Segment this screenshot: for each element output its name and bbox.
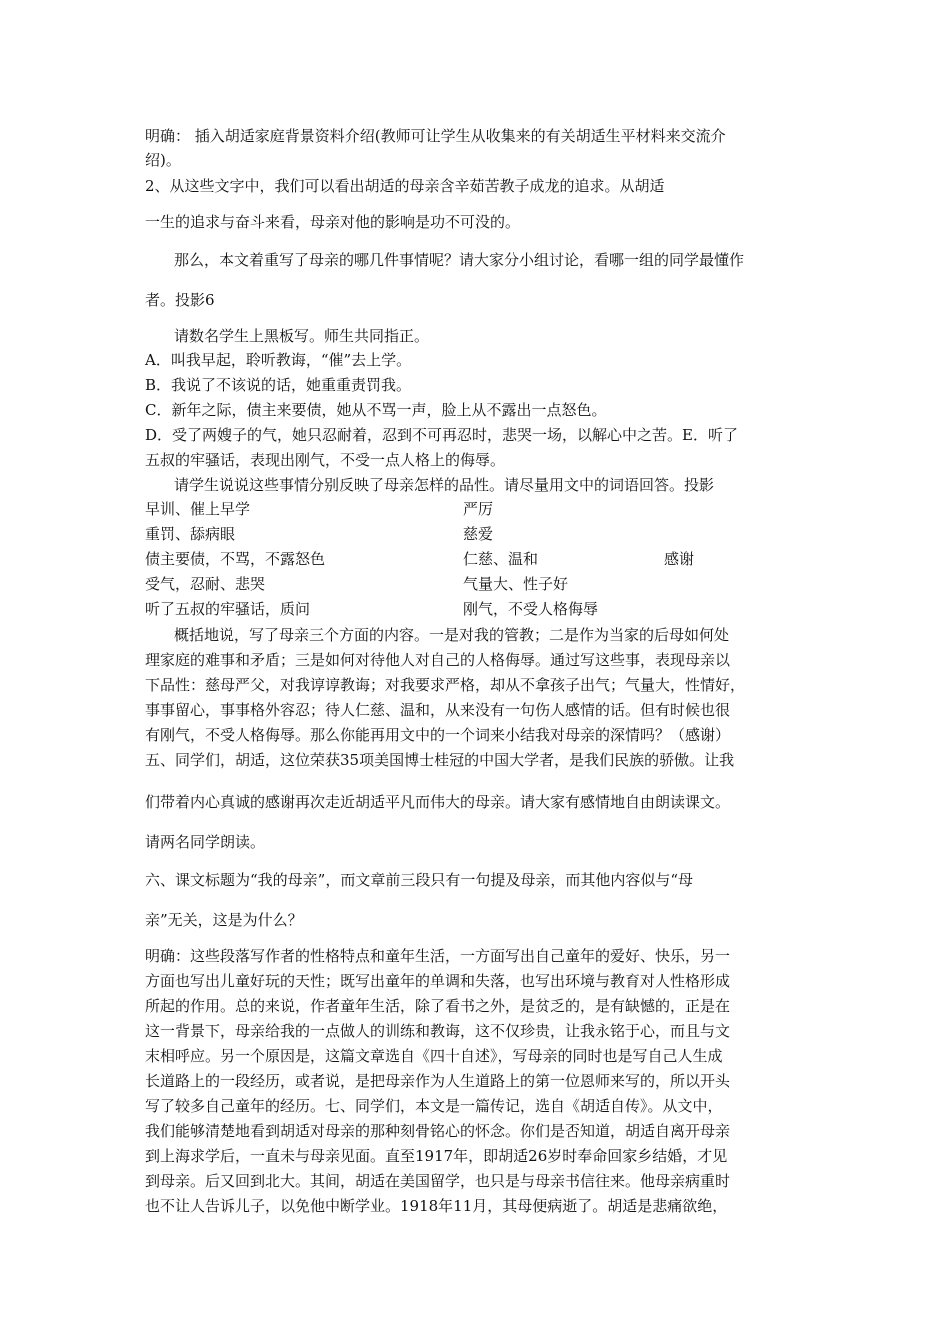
table-cell: 受气，忍耐、悲哭 bbox=[145, 575, 266, 593]
text-line: 一生的追求与奋斗来看，母亲对他的影响是功不可没的。 bbox=[145, 213, 521, 231]
table-cell: 仁慈、温和 bbox=[463, 550, 539, 568]
text-line: B．我说了不该说的话，她重重责罚我。 bbox=[145, 376, 412, 394]
text-line: 者。投影6 bbox=[145, 291, 215, 309]
text-line: 明确： 插入胡适家庭背景资料介绍(教师可让学生从收集来的有关胡适生平材料来交流介 bbox=[145, 127, 726, 145]
text-line: 我们能够清楚地看到胡适对母亲的那种刻骨铭心的怀念。你们是否知道，胡适自离开母亲 bbox=[145, 1122, 731, 1140]
table-cell: 感谢 bbox=[664, 550, 695, 568]
text-line: D．受了两嫂子的气，她只忍耐着，忍到不可再忍时，悲哭一场，以解心中之苦。E．听了 bbox=[145, 426, 738, 444]
text-line: 理家庭的难事和矛盾；三是如何对待他人对自己的人格侮辱。通过写这些事，表现母亲以 bbox=[145, 651, 731, 669]
table-cell: 重罚、舔病眼 bbox=[145, 525, 236, 543]
text-line: 到母亲。后又回到北大。其间，胡适在美国留学，也只是与母亲书信往来。他母亲病重时 bbox=[145, 1172, 731, 1190]
text-line: 请两名同学朗读。 bbox=[145, 833, 266, 851]
text-line: 明确：这些段落写作者的性格特点和童年生活，一方面写出自己童年的爱好、快乐，另一 bbox=[145, 947, 731, 965]
table-cell: 刚气，不受人格侮辱 bbox=[463, 600, 599, 618]
text-line: 亲”无关，这是为什么？ bbox=[145, 911, 303, 929]
text-line: 末相呼应。另一个原因是，这篇文章选自《四十自述》，写母亲的同时也是写自己人生成 bbox=[145, 1047, 723, 1065]
text-line: 五、同学们，胡适，这位荣获35项美国博士桂冠的中国大学者，是我们民族的骄傲。让我 bbox=[145, 751, 735, 769]
text-line: 请数名学生上黑板写。师生共同指正。 bbox=[174, 327, 430, 345]
text-line: 2、从这些文字中，我们可以看出胡适的母亲含辛茹苦教子成龙的追求。从胡适 bbox=[145, 177, 665, 195]
text-line: 们带着内心真诚的感谢再次走近胡适平凡而伟大的母亲。请大家有感情地自由朗读课文。 bbox=[145, 793, 731, 811]
table-cell: 气量大、性子好 bbox=[463, 575, 569, 593]
text-line: 概括地说，写了母亲三个方面的内容。一是对我的管教；二是作为当家的后母如何处 bbox=[174, 626, 730, 644]
text-line: 这一背景下，母亲给我的一点做人的训练和教诲，这不仅珍贵，让我永铭于心，而且与文 bbox=[145, 1022, 731, 1040]
table-cell: 债主要债，不骂，不露怒色 bbox=[145, 550, 326, 568]
table-cell: 听了五叔的牢骚话，质问 bbox=[145, 600, 311, 618]
text-line: 事事留心，事事格外容忍；待人仁慈、温和，从来没有一句伤人感情的话。但有时候也很 bbox=[145, 701, 731, 719]
text-line: A．叫我早起，聆听教诲，“催”去上学。 bbox=[145, 351, 412, 369]
text-line: 六、课文标题为“我的母亲”，而文章前三段只有一句提及母亲，而其他内容似与“母 bbox=[145, 871, 694, 889]
text-line: 所起的作用。总的来说，作者童年生活，除了看书之外，是贫乏的，是有缺憾的，正是在 bbox=[145, 997, 731, 1015]
table-cell: 严厉 bbox=[463, 500, 494, 518]
text-line: 五叔的牢骚话，表现出刚气，不受一点人格上的侮辱。 bbox=[145, 451, 506, 469]
text-line: 写了较多自己童年的经历。七、同学们，本文是一篇传记，选自《胡适自传》。从文中， bbox=[145, 1097, 723, 1115]
table-cell: 慈爱 bbox=[463, 525, 494, 543]
text-line: 有刚气，不受人格侮辱。那么你能再用文中的一个词来小结我对母亲的深情吗？（感谢） bbox=[145, 726, 731, 744]
text-line: 长道路上的一段经历，或者说，是把母亲作为人生道路上的第一位恩师来写的，所以开头 bbox=[145, 1072, 731, 1090]
text-line: 绍)。 bbox=[145, 151, 181, 169]
text-line: 方面也写出儿童好玩的天性；既写出童年的单调和失落，也写出环境与教育对人性格形成 bbox=[145, 972, 731, 990]
text-line: 下品性：慈母严父，对我谆谆教诲；对我要求严格，却从不拿孩子出气；气量大，性情好， bbox=[145, 676, 746, 694]
table-cell: 早训、催上早学 bbox=[145, 500, 251, 518]
text-line: 请学生说说这些事情分别反映了母亲怎样的品性。请尽量用文中的词语回答。投影 bbox=[174, 476, 715, 494]
text-line: 也不让人告诉儿子，以免他中断学业。1918年11月，其母便病逝了。胡适是悲痛欲绝， bbox=[145, 1197, 728, 1215]
text-line: C．新年之际，债主来要债，她从不骂一声，脸上从不露出一点怒色。 bbox=[145, 401, 607, 419]
text-line: 那么，本文着重写了母亲的哪几件事情呢？请大家分小组讨论，看哪一组的同学最懂作 bbox=[174, 251, 745, 269]
text-line: 到上海求学后，一直未与母亲见面。直至1917年，即胡适26岁时奉命回家乡结婚，才见 bbox=[145, 1147, 728, 1165]
